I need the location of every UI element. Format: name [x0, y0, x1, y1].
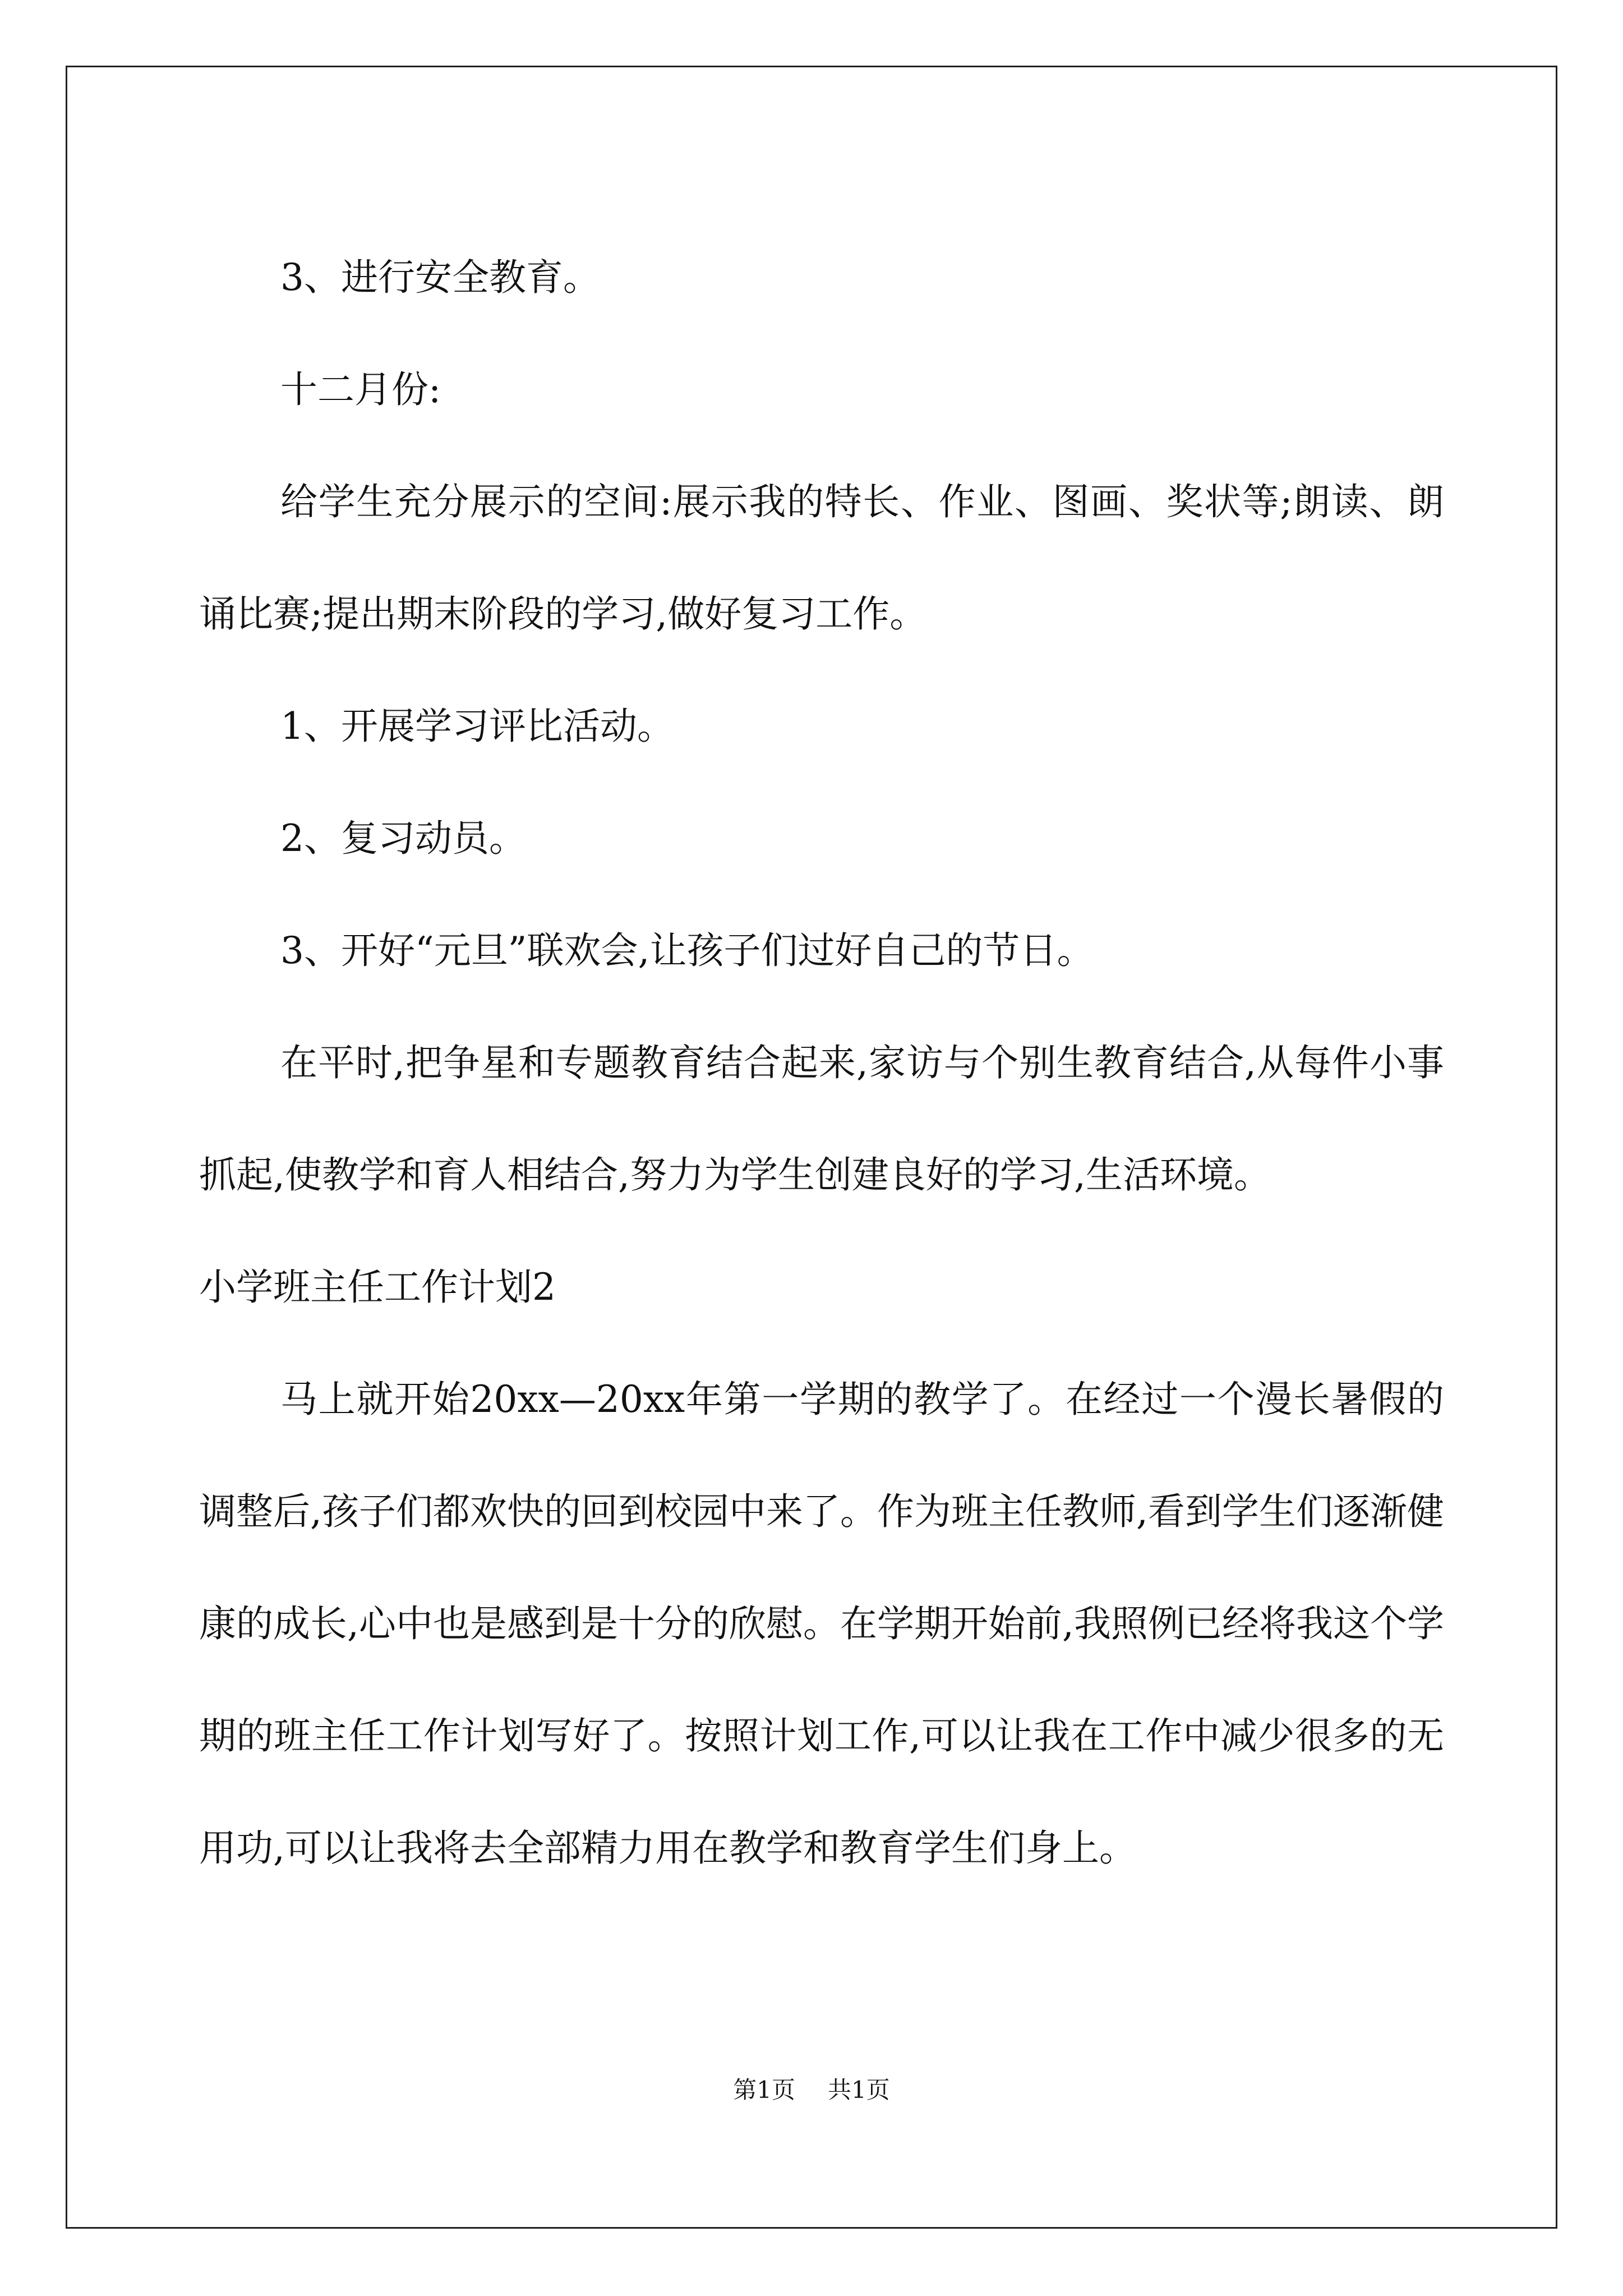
paragraph: 2、复习动员。: [280, 817, 526, 860]
paragraph: 马上就开始20xx—20xx年第一学期的教学了。在经过一个漫长暑假的调整后,孩子们都欢快的回到校园中来了。作为班主任教师,看到学生们逐渐健康的成长,心中也是感到是十分的欣慰。在学期开始前,我照例已经将我这个学期的班主任工作计划写好了。按照计划工作,可以让我在工作中减少很多的无用功,可以让我将去全部精力用在教学和教育学生们身上。: [199, 1378, 1444, 1870]
paragraph: 1、开展学习评比活动。: [280, 705, 674, 748]
page-footer: [0, 2073, 1623, 2107]
paragraph: 给学生充分展示的空间:展示我的特长、作业、图画、奖状等;朗读、朗诵比赛;提出期末阶段的学习,做好复习工作。: [199, 480, 1444, 636]
section-title: 小学班主任工作计划2: [199, 1266, 556, 1309]
document-body: [199, 222, 1444, 1904]
paragraph: 3、进行安全教育。: [280, 256, 600, 299]
paragraph: 十二月份:: [280, 368, 441, 411]
page-count: 共1页: [828, 2076, 890, 2104]
paragraph: 在平时,把争星和专题教育结合起来,家访与个别生教育结合,从每件小事抓起,使教学和育人相结合,努力为学生创建良好的学习,生活环境。: [199, 1041, 1444, 1197]
paragraph: 3、开好“元旦”联欢会,让孩子们过好自己的节日。: [280, 929, 1094, 972]
page-number: 第1页: [733, 2076, 795, 2104]
